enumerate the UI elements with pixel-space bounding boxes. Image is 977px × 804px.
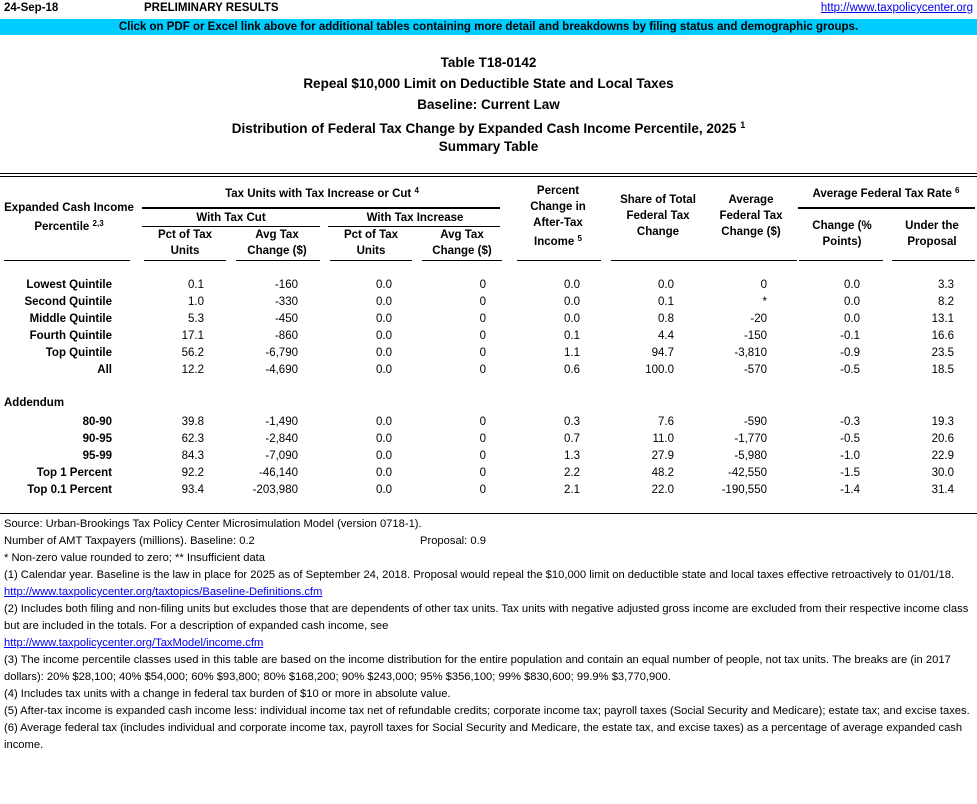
cell: 17.1 bbox=[181, 330, 204, 342]
table-bottom-rule bbox=[0, 513, 977, 514]
cell: -150 bbox=[743, 330, 767, 342]
col-group-with-cut: With Tax Cut bbox=[196, 212, 266, 224]
cell: -330 bbox=[274, 296, 298, 308]
cell: 2.1 bbox=[564, 484, 580, 496]
addendum-row bbox=[0, 482, 977, 499]
cell: 0.6 bbox=[564, 364, 580, 376]
cell: 0.7 bbox=[564, 433, 580, 445]
cell: 0 bbox=[479, 364, 486, 376]
addendum-row bbox=[0, 414, 977, 431]
row-label: Middle Quintile bbox=[29, 313, 112, 325]
col-group-with-increase: With Tax Increase bbox=[366, 212, 464, 224]
col-group-avg-rate: Average Federal Tax Rate $^6$ bbox=[812, 186, 960, 200]
footnote-1: (1) Calendar year. Baseline is the law in place for 2025 as of September 24, 2018. Proposal would repeal the $10,000 limit on deductible state and local taxes effective retroactively to 01/01/18. bbox=[4, 569, 955, 581]
table-id: Table T18-0142 bbox=[440, 55, 537, 70]
col-header-rate-under: Under the Proposal bbox=[905, 220, 959, 248]
cell: -1,770 bbox=[734, 433, 767, 445]
cell: 0.0 bbox=[376, 467, 392, 479]
row-label: All bbox=[97, 364, 112, 376]
cell: 30.0 bbox=[931, 467, 954, 479]
cell: -42,550 bbox=[727, 467, 767, 479]
amt-note bbox=[4, 533, 974, 550]
row-label: Top Quintile bbox=[45, 347, 112, 359]
col-header-share: Share of Total Federal Tax Change bbox=[620, 194, 696, 238]
header-text: Percentile $^{2,3}$ bbox=[34, 219, 104, 233]
cell: 1.3 bbox=[564, 450, 580, 462]
cell: 94.7 bbox=[651, 347, 674, 359]
rule bbox=[142, 207, 500, 209]
col-group-tax-units: Tax Units with Tax Increase or Cut $^4$ bbox=[225, 186, 419, 200]
cell: 0.0 bbox=[844, 296, 860, 308]
cell: 0.0 bbox=[376, 296, 392, 308]
cell: 92.2 bbox=[181, 467, 204, 479]
cell: -590 bbox=[743, 416, 767, 428]
cell: -203,980 bbox=[252, 484, 298, 496]
cell: -20 bbox=[750, 313, 767, 325]
cell: 19.3 bbox=[931, 416, 954, 428]
addendum-label: Addendum bbox=[4, 397, 65, 409]
cell: 0 bbox=[479, 433, 486, 445]
cell: -0.5 bbox=[840, 433, 860, 445]
rule bbox=[892, 260, 975, 261]
table-titles bbox=[0, 52, 977, 157]
cell: 0.1 bbox=[564, 330, 580, 342]
cell: -190,550 bbox=[721, 484, 767, 496]
row-label: Top 0.1 Percent bbox=[27, 484, 112, 496]
col-header-avg-fed-change: Average Federal Tax Change ($) bbox=[719, 194, 783, 238]
col-header-rate-change: Change (% Points) bbox=[812, 220, 872, 248]
footnote-4: (4) Includes tax units with a change in federal tax burden of $10 or more in absolute value. bbox=[4, 688, 451, 700]
table-row bbox=[0, 345, 977, 362]
cell: 22.0 bbox=[651, 484, 674, 496]
table-title: Repeal $10,000 Limit on Deductible State and Local Taxes bbox=[303, 76, 674, 91]
rule bbox=[517, 260, 601, 261]
header-top-rule bbox=[0, 173, 977, 177]
footnote-6: (6) Average federal tax (includes individual and corporate income tax, payroll taxes for Social Security and Medicare, the estate tax, and excise taxes) as a percentage of average expanded cash income. bbox=[4, 722, 963, 751]
preliminary-label: PRELIMINARY RESULTS bbox=[144, 2, 279, 14]
rule bbox=[611, 260, 705, 261]
cell: 100.0 bbox=[645, 364, 674, 376]
cell: 0.0 bbox=[376, 433, 392, 445]
cell: 4.4 bbox=[658, 330, 674, 342]
cell: 31.4 bbox=[931, 484, 954, 496]
cell: 0 bbox=[479, 279, 486, 291]
cell: 0.0 bbox=[564, 313, 580, 325]
cell: 0.0 bbox=[376, 347, 392, 359]
col-header-inc-avg: Avg Tax Change ($) bbox=[432, 229, 492, 257]
cell: -5,980 bbox=[734, 450, 767, 462]
row-label: Top 1 Percent bbox=[36, 467, 112, 479]
cell: 0.0 bbox=[564, 279, 580, 291]
cell: 0.0 bbox=[844, 279, 860, 291]
cell: -0.5 bbox=[840, 364, 860, 376]
cell: -6,790 bbox=[265, 347, 298, 359]
col-header-pct-after-tax: Percent Change in After-Tax Income $^5$ bbox=[530, 185, 586, 248]
cell: 93.4 bbox=[181, 484, 204, 496]
cell: -160 bbox=[274, 279, 298, 291]
cell: 0 bbox=[479, 313, 486, 325]
cell: 0 bbox=[479, 484, 486, 496]
cell: -570 bbox=[743, 364, 767, 376]
cell: 0.0 bbox=[376, 330, 392, 342]
cell: 0.0 bbox=[376, 279, 392, 291]
cell: -7,090 bbox=[265, 450, 298, 462]
rule bbox=[705, 260, 797, 261]
amt-proposal: Proposal: 0.9 bbox=[420, 535, 486, 547]
cell: 1.1 bbox=[564, 347, 580, 359]
cell: 1.0 bbox=[188, 296, 204, 308]
table-row bbox=[0, 311, 977, 328]
col-header-percentile bbox=[0, 200, 138, 235]
rule bbox=[330, 260, 412, 261]
cell: -1.5 bbox=[840, 467, 860, 479]
cell: 5.3 bbox=[188, 313, 204, 325]
cell: 48.2 bbox=[651, 467, 674, 479]
baseline-definitions-link[interactable]: http://www.taxpolicycenter.org/taxtopics/Baseline-Definitions.cfm bbox=[4, 586, 323, 598]
row-label: 95-99 bbox=[82, 450, 112, 462]
cell: 22.9 bbox=[931, 450, 954, 462]
cell: -0.3 bbox=[840, 416, 860, 428]
report-date: 24-Sep-18 bbox=[4, 2, 59, 14]
row-label: Fourth Quintile bbox=[29, 330, 112, 342]
table-row bbox=[0, 328, 977, 345]
income-definition-link[interactable]: http://www.taxpolicycenter.org/TaxModel/income.cfm bbox=[4, 637, 264, 649]
col-header-cut-avg: Avg Tax Change ($) bbox=[247, 229, 307, 257]
top-bar bbox=[0, 0, 977, 19]
rule bbox=[798, 207, 975, 209]
cell: 0 bbox=[760, 279, 767, 291]
cell: 0 bbox=[479, 296, 486, 308]
addendum-row bbox=[0, 465, 977, 482]
rule bbox=[422, 260, 502, 261]
cell: -1.0 bbox=[840, 450, 860, 462]
cell: 7.6 bbox=[658, 416, 674, 428]
row-label: Lowest Quintile bbox=[26, 279, 112, 291]
footnote-2: (2) Includes both filing and non-filing units but excludes those that are dependents of other tax units. Tax units with negative adjusted gross income are excluded from their respective income class but are included in the totals. For a description of expanded cash income, see bbox=[4, 603, 969, 632]
cell: 8.2 bbox=[938, 296, 954, 308]
cell: -46,140 bbox=[258, 467, 298, 479]
cell: 20.6 bbox=[931, 433, 954, 445]
col-header-inc-pct: Pct of Tax Units bbox=[343, 229, 399, 257]
rule bbox=[236, 260, 320, 261]
source-note: Source: Urban-Brookings Tax Policy Center Microsimulation Model (version 0718-1). bbox=[4, 518, 422, 530]
cell: 0.0 bbox=[376, 416, 392, 428]
cell: 0.0 bbox=[376, 484, 392, 496]
table-row bbox=[0, 294, 977, 311]
cell: 0.1 bbox=[188, 279, 204, 291]
symbol-legend: * Non-zero value rounded to zero; ** Insufficient data bbox=[4, 552, 265, 564]
footnote-marker: 1 bbox=[740, 120, 746, 130]
cell: 0.0 bbox=[658, 279, 674, 291]
tpc-website-link[interactable]: http://www.taxpolicycenter.org bbox=[820, 2, 973, 14]
cell: -1,490 bbox=[265, 416, 298, 428]
row-label: 90-95 bbox=[82, 433, 112, 445]
amt-baseline: Number of AMT Taxpayers (millions). Baseline: 0.2 bbox=[4, 535, 255, 547]
cell: 16.6 bbox=[931, 330, 954, 342]
cell: 12.2 bbox=[181, 364, 204, 376]
cell: 0.0 bbox=[376, 313, 392, 325]
cell: -1.4 bbox=[840, 484, 860, 496]
cell: 18.5 bbox=[931, 364, 954, 376]
cell: 0.1 bbox=[658, 296, 674, 308]
cell: -2,840 bbox=[265, 433, 298, 445]
footnotes bbox=[4, 516, 974, 754]
cell: * bbox=[762, 296, 767, 308]
cell: 27.9 bbox=[651, 450, 674, 462]
table-kind: Summary Table bbox=[438, 139, 539, 154]
cell: -0.9 bbox=[840, 347, 860, 359]
cell: 0 bbox=[479, 467, 486, 479]
col-header-cut-pct: Pct of Tax Units bbox=[157, 229, 213, 257]
row-label: Second Quintile bbox=[24, 296, 112, 308]
footnote-3: (3) The income percentile classes used in this table are based on the income distribution for the entire population and contain an equal number of people, not tax units. The breaks are (in 2017 dollars): 20% $28,100; 40% $54,000; 60% $93,800; 80% $168,200; 90% $243,000; 95% $356,100; 99% $830,600; 99.9% $3,770,900. bbox=[4, 654, 951, 683]
cell: -4,690 bbox=[265, 364, 298, 376]
row-label: 80-90 bbox=[82, 416, 112, 428]
cell: 0.0 bbox=[844, 313, 860, 325]
table-row bbox=[0, 277, 977, 294]
table-subtitle bbox=[0, 115, 977, 136]
cell: 11.0 bbox=[652, 433, 674, 445]
cell: 0 bbox=[479, 347, 486, 359]
cell: -860 bbox=[274, 330, 298, 342]
cell: 84.3 bbox=[181, 450, 204, 462]
table-row-total bbox=[0, 362, 977, 379]
cell: 0 bbox=[479, 450, 486, 462]
addendum-row bbox=[0, 448, 977, 465]
cell: -3,810 bbox=[734, 347, 767, 359]
cell: 39.8 bbox=[181, 416, 204, 428]
cell: -450 bbox=[274, 313, 298, 325]
cell: 0.8 bbox=[658, 313, 674, 325]
footnote-5: (5) After-tax income is expanded cash income less: individual income tax net of refundable credits; corporate income tax; payroll taxes (Social Security and Medicare); estate tax; and excise taxes. bbox=[4, 705, 970, 717]
rule bbox=[799, 260, 883, 261]
baseline-label: Baseline: Current Law bbox=[417, 97, 560, 112]
subtitle-text: Distribution of Federal Tax Change by Expanded Cash Income Percentile, 2025 bbox=[231, 121, 737, 136]
cell: 23.5 bbox=[931, 347, 954, 359]
cell: 62.3 bbox=[181, 433, 204, 445]
cell: 0.0 bbox=[564, 296, 580, 308]
cell: 0.3 bbox=[564, 416, 580, 428]
cell: -0.1 bbox=[840, 330, 860, 342]
cell: 2.2 bbox=[564, 467, 580, 479]
header-text: Expanded Cash Income bbox=[4, 202, 134, 214]
cell: 0 bbox=[479, 416, 486, 428]
cell: 3.3 bbox=[938, 279, 954, 291]
info-banner: Click on PDF or Excel link above for additional tables containing more detail and breakdowns by filing status and demographic groups. bbox=[0, 19, 977, 35]
rule bbox=[144, 260, 226, 261]
cell: 0.0 bbox=[376, 364, 392, 376]
cell: 13.1 bbox=[931, 313, 954, 325]
rule bbox=[4, 260, 130, 261]
addendum-row bbox=[0, 431, 977, 448]
cell: 0.0 bbox=[376, 450, 392, 462]
cell: 56.2 bbox=[181, 347, 204, 359]
cell: 0 bbox=[479, 330, 486, 342]
